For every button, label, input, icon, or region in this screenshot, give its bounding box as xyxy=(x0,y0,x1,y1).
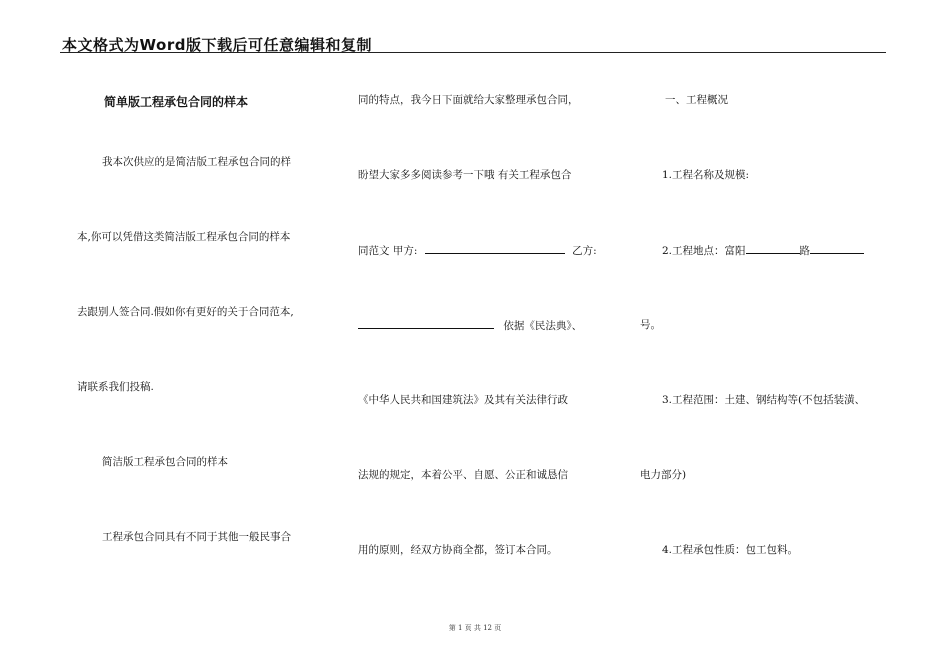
paragraph-line: 我本次供应的是简洁版工程承包合同的样 xyxy=(102,156,291,168)
legal-basis-text: 依据《民法典》、 xyxy=(503,320,583,332)
party-b-label: 乙方: xyxy=(572,245,597,257)
header-title: 本文格式为Word版下载后可任意编辑和复制 xyxy=(62,36,372,54)
list-item-continuation: 电力部分) xyxy=(640,469,687,481)
paragraph-line: 工程承包合同具有不同于其他一般民事合 xyxy=(102,531,291,543)
list-item: 3.工程范围：土建、钢结构等(不包括装潢、 xyxy=(662,394,866,406)
section-heading: 一、工程概况 xyxy=(665,94,728,106)
party-a-label: 同范文 甲方: xyxy=(358,245,418,257)
page-number-footer: 第 1 页 共 12 页 xyxy=(448,624,502,632)
road-label: 路 xyxy=(799,245,811,257)
location-label: 2.工程地点：富阳 xyxy=(662,245,746,257)
paragraph-line: 《中华人民共和国建筑法》及其有关法律行政 xyxy=(358,394,568,406)
section-heading: 简洁版工程承包合同的样本 xyxy=(102,456,228,468)
party-a-blank xyxy=(425,243,565,254)
header-divider xyxy=(60,52,886,53)
party-line xyxy=(358,243,597,258)
paragraph-line: 请联系我们投稿. xyxy=(77,381,154,393)
list-item xyxy=(662,243,864,258)
paragraph-line: 同的特点，我今日下面就给大家整理承包合同， xyxy=(358,94,579,106)
document-title: 简单版工程承包合同的样本 xyxy=(104,95,249,109)
location-blank-1 xyxy=(746,243,800,254)
legal-basis-line xyxy=(358,318,582,333)
paragraph-line: 盼望大家多多阅读参考一下哦 有关工程承包合 xyxy=(358,169,572,181)
party-b-blank xyxy=(358,318,494,329)
location-blank-2 xyxy=(810,243,864,254)
paragraph-line: 本,你可以凭借这类简洁版工程承包合同的样本 xyxy=(77,231,291,243)
paragraph-line: 去跟别人签合同.假如你有更好的关于合同范本, xyxy=(77,306,294,318)
paragraph-line: 用的原则，经双方协商全都，签订本合同。 xyxy=(358,544,558,556)
list-item: 4.工程承包性质：包工包料。 xyxy=(662,544,799,556)
paragraph-line: 法规的规定，本着公平、自愿、公正和诚恳信 xyxy=(358,469,568,481)
list-item: 1.工程名称及规模: xyxy=(662,169,750,181)
list-item-continuation: 号。 xyxy=(640,319,661,331)
